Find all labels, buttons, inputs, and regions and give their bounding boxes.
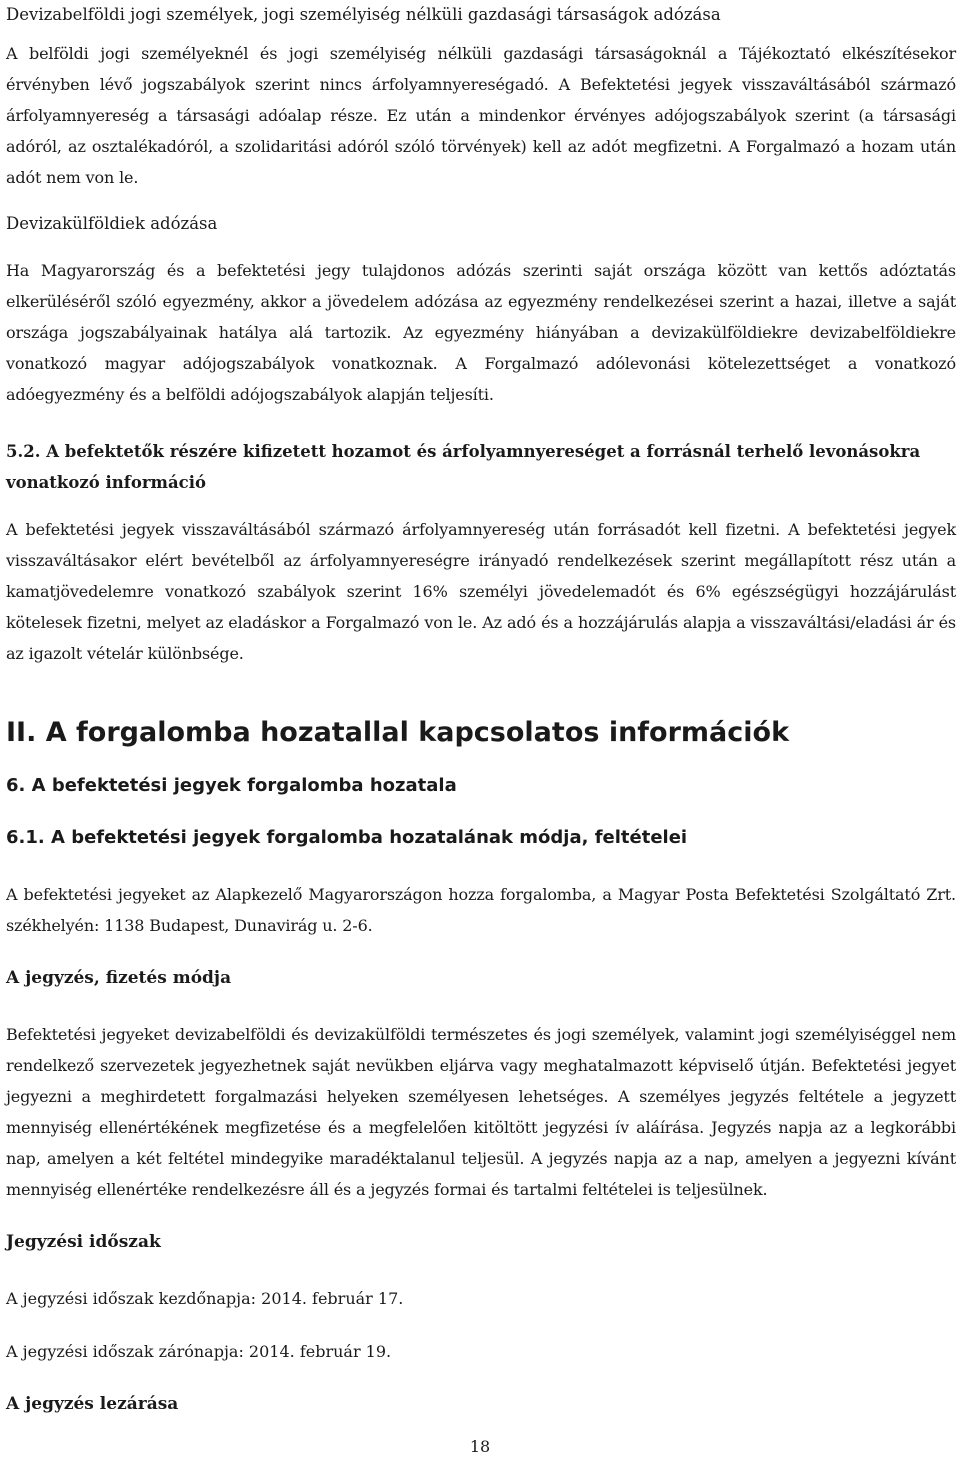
- paragraph-foreign-taxation: Ha Magyarország és a befektetési jegy tulajdonos adózás szerinti saját országa között van kettős adóztatás elkerüléséről szóló egyezmény, akkor a jövedelem adózása az egyezmény rendelkezései szerint a hazai, illetve a saját országa jogszabályainak hatálya alá tartozik. Az egyezmény hiányában a devizakülföldiekre devizabelföldiekre vonatkozó magyar adójogszabályok vonatkoznak. A Forgalmazó adólevonási kötelezettséget a vonatkozó adóegyezmény és a belföldi adójogszabályok alapján teljesíti.: [6, 261, 956, 404]
- paragraph-subscription-payment-method: Befektetési jegyeket devizabelföldi és devizakülföldi természetes és jogi személyek, valamint jogi személyiséggel nem rendelkező szervezetek jegyezhetnek saját nevükben eljárva vagy meghatalmazott képviselő útján. Befektetési jegyet jegyezni a meghirdetett forgalmazási helyeken személyesen lehetséges. A személyes jegyzés feltétele a jegyzett mennyiség ellenértékének megfizetése és a megfelelően kitöltött jegyzési ív aláírása. Jegyzés napja az a legkorábbi nap, amelyen a két feltétel mindegyike maradéktalanul teljesül. A jegyzés napja az a nap, amelyen a jegyezni kívánt mennyiség ellenértéke rendelkezésre áll és a jegyzés formai és tartalmi feltételei is teljesülnek.: [6, 1025, 956, 1199]
- subscription-end-date: A jegyzési időszak zárónapja: 2014. február 19.: [6, 1342, 392, 1361]
- heading-subscription-period: Jegyzési időszak: [6, 1232, 161, 1252]
- paragraph-5-2: A befektetési jegyek visszaváltásából származó árfolyamnyereség után forrásadót kell fizetni. A befektetési jegyek visszaváltásakor elért bevételből az árfolyamnyereségre irányadó rendelkezések szerint megállapított rész után a kamatjövedelemre vonatkozó szabályok szerint 16% személyi jövedelemadót és 6% egészségügyi hozzájárulást kötelesek fizetni, melyet az eladáskor a Forgalmazó von le. Az adó és a hozzájárulás alapja a visszaváltási/eladási ár és az igazolt vételár különbsége.: [6, 520, 956, 663]
- section-title-II: II. A forgalomba hozatallal kapcsolatos információk: [6, 717, 790, 748]
- chapter-title-6: 6. A befektetési jegyek forgalomba hozatala: [6, 775, 457, 796]
- document-page: [6, 0, 956, 1419]
- heading-domestic-taxation: Devizabelföldi jogi személyek, jogi személyiség nélküli gazdasági társaságok adózása: [6, 5, 721, 24]
- heading-5-2: 5.2. A befektetők részére kifizetett hozamot és árfolyamnyereséget a forrásnál terhelő levonásokra vonatkozó információ: [6, 442, 921, 492]
- heading-subscription-closing: A jegyzés lezárása: [6, 1394, 179, 1414]
- heading-subscription-payment-method: A jegyzés, fizetés módja: [6, 968, 232, 988]
- heading-foreign-taxation: Devizakülföldiek adózása: [6, 214, 218, 233]
- subscription-start-date: A jegyzési időszak kezdőnapja: 2014. február 17.: [6, 1289, 404, 1308]
- page-number: 18: [469, 1437, 491, 1456]
- paragraph-6-1: A befektetési jegyeket az Alapkezelő Magyarországon hozza forgalomba, a Magyar Posta Befektetési Szolgáltató Zrt. székhelyén: 1138 Budapest, Dunavirág u. 2-6.: [6, 885, 956, 935]
- subchapter-title-6-1: 6.1. A befektetési jegyek forgalomba hozatalának módja, feltételei: [6, 827, 688, 848]
- paragraph-domestic-taxation: A belföldi jogi személyeknél és jogi személyiség nélküli gazdasági társaságoknál a Tájékoztató elkészítésekor érvényben lévő jogszabályok szerint nincs árfolyamnyereségadó. A Befektetési jegyek visszaváltásából származó árfolyamnyereség a társasági adóalap része. Ez után a mindenkor érvényes adójogszabályok szerint (a társasági adóról, az osztalékadóról, a szolidaritási adóról szóló törvények) kell az adót megfizetni. A Forgalmazó a hozam után adót nem von le.: [6, 44, 956, 187]
